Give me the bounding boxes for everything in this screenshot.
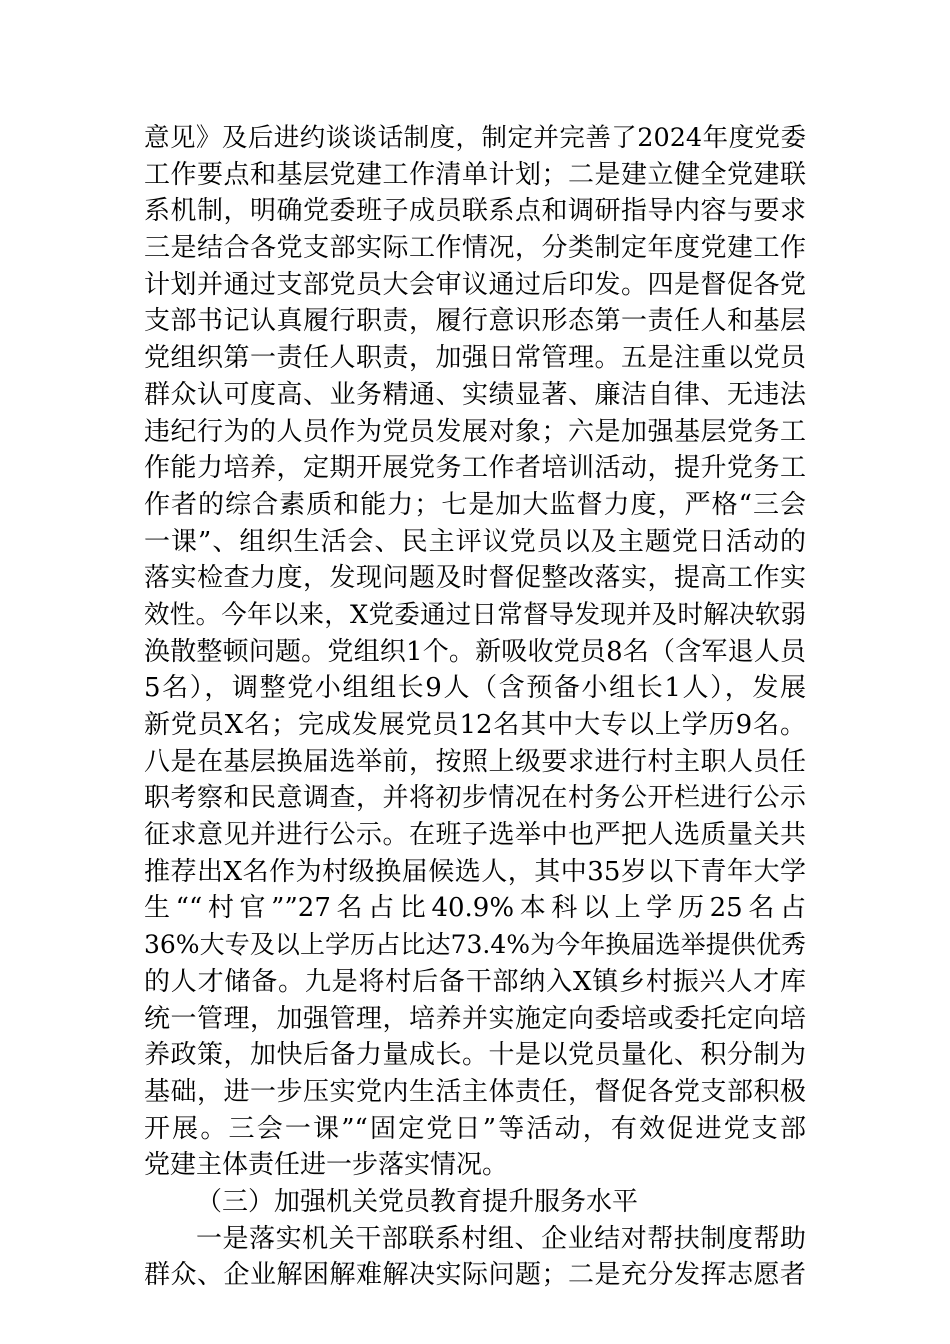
text-line: 系机制，明确党委班子成员联系点和调研指导内容与要求 [144,196,806,227]
text-line: 八是在基层换届选举前，按照上级要求进行村主职人员任 [144,746,806,777]
text-line: 统一管理，加强管理，培养并实施定向委培或委托定向培 [144,1003,806,1034]
paragraph-continuation [144,120,806,1184]
text-line: 涣散整顿问题。党组织1个。新吸收党员8名（含军退人员 [144,636,806,667]
text-line: 5名），调整党小组组长9人（含预备小组长1人），发展 [144,673,806,704]
paragraph-2 [144,1221,806,1294]
text-line: 的人才储备。九是将村后备干部纳入X镇乡村振兴人才库 [144,966,806,997]
text-line: 工作要点和基层党建工作清单计划；二是建立健全党建联 [144,159,806,190]
text-line: 效性。今年以来，X党委通过日常督导发现并及时解决软弱 [144,599,806,630]
text-line: 三是结合各党支部实际工作情况，分类制定年度党建工作 [144,233,806,264]
text-line: 群众、企业解困解难解决实际问题；二是充分发挥志愿者 [144,1260,806,1291]
text-line: 支部书记认真履行职责，履行意识形态第一责任人和基层 [144,306,806,337]
text-line: 新党员X名；完成发展党员12名其中大专以上学历9名。 [144,710,806,740]
text-line: 养政策，加快后备力量成长。十是以党员量化、积分制为 [144,1040,806,1071]
text-line: 职考察和民意调查，并将初步情况在村务公开栏进行公示 [144,783,806,814]
text-line: 计划并通过支部党员大会审议通过后印发。四是督促各党 [144,269,806,300]
text-line: 作者的综合素质和能力；七是加大监督力度，严格“三会 [144,489,806,520]
text-line: 开展。三会一课”“固定党日”等活动，有效促进党支部 [144,1113,806,1144]
text-line: 推荐出X名作为村级换届候选人，其中35岁以下青年大学 [144,856,806,887]
text-line: 意见》及后进约谈谈话制度，制定并完善了2024年度党委 [144,123,806,153]
text-line: 党组织第一责任人职责，加强日常管理。五是注重以党员 [144,343,806,374]
text-line: 一课”、组织生活会、民主评议党员以及主题党日活动的 [144,526,806,557]
text-line: 违纪行为的人员作为党员发展对象；六是加强基层党务工 [144,416,806,447]
text-line: 一是落实机关干部联系村组、企业结对帮扶制度帮助 [196,1223,806,1254]
text-line: 征求意见并进行公示。在班子选举中也严把人选质量关共 [144,820,806,851]
section-heading: （三）加强机关党员教育提升服务水平 [196,1186,639,1217]
text-line: 群众认可度高、业务精通、实绩显著、廉洁自律、无违法 [144,379,806,410]
text-line: 党建主体责任进一步落实情况。 [144,1150,509,1181]
text-line: 36%大专及以上学历占比达73.4%为今年换届选举提供优秀 [144,930,806,960]
text-line: 生““村官””27名占比40.9%本科以上学历25名占 [144,893,806,924]
text-line: 落实检查力度，发现问题及时督促整改落实，提高工作实 [144,563,806,594]
text-line: 作能力培养，定期开展党务工作者培训活动，提升党务工 [144,453,806,484]
document-body [144,120,806,1294]
text-line: 基础，进一步压实党内生活主体责任，督促各党支部积极 [144,1076,806,1107]
